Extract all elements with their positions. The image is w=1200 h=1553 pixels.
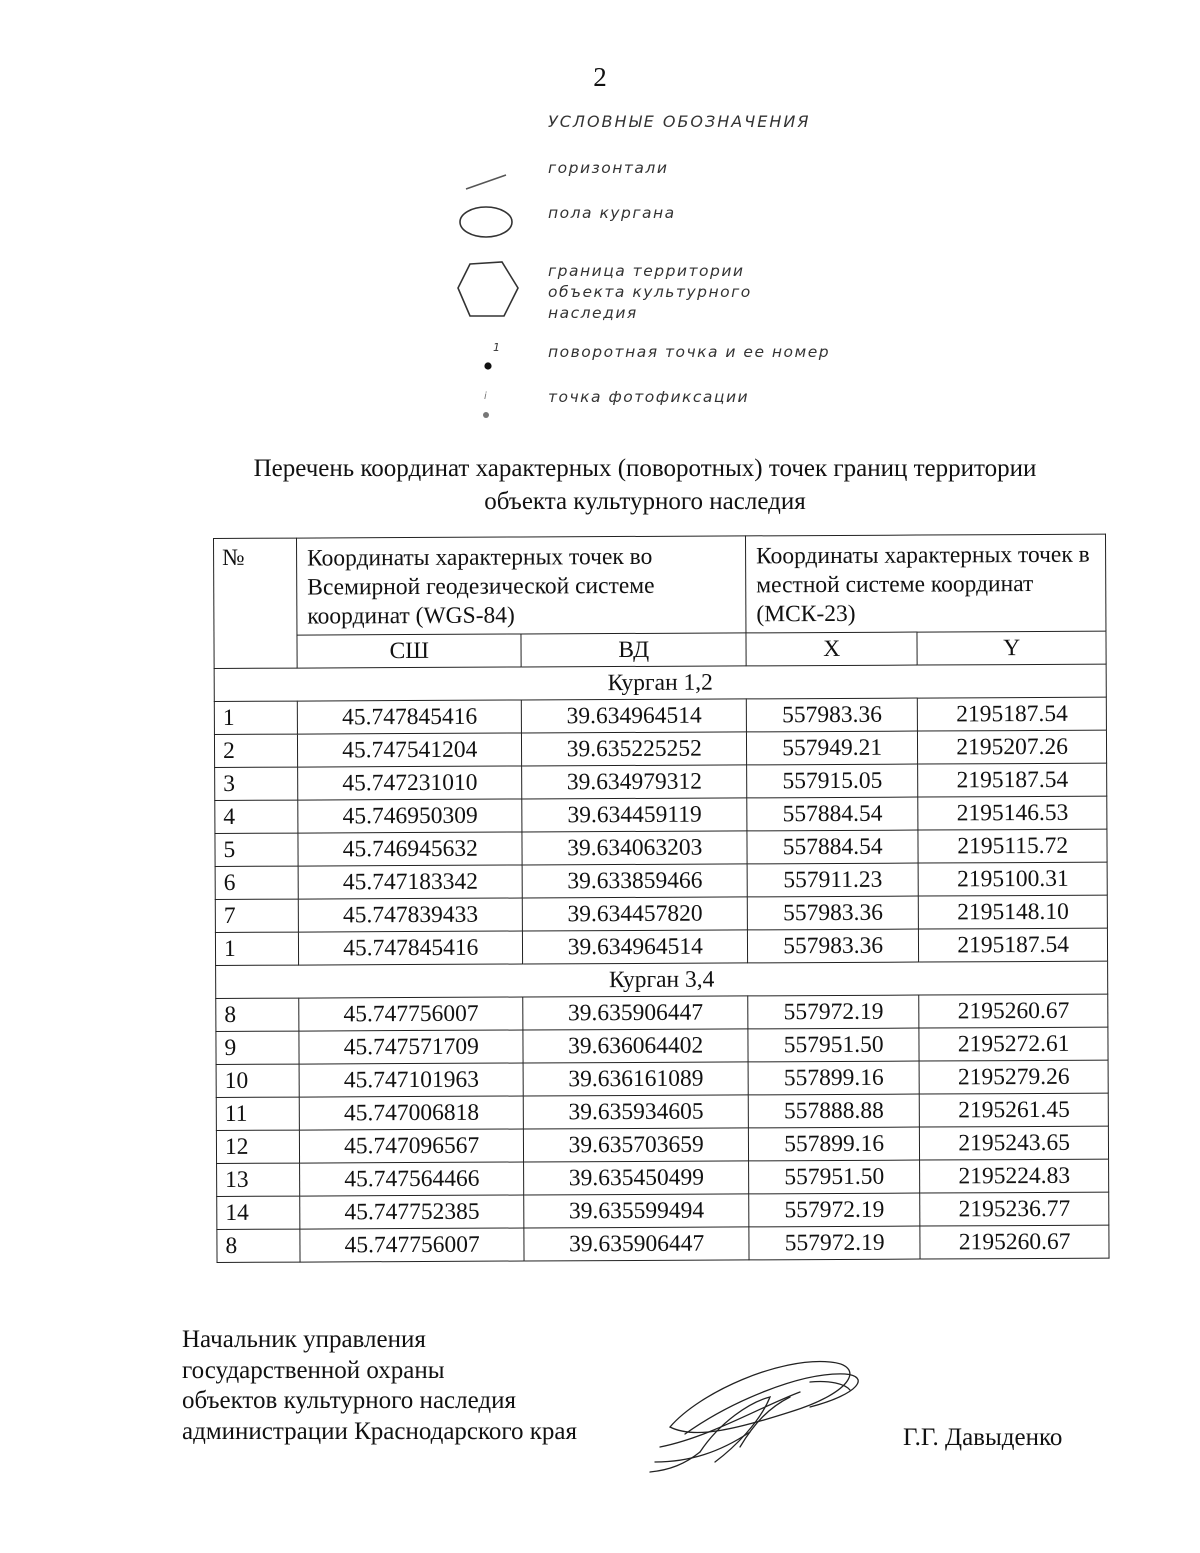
page-number: 2 (593, 62, 607, 92)
table-row (215, 895, 1107, 932)
table-row (217, 1159, 1109, 1196)
cell-y: 2195243.65 (920, 1126, 1109, 1160)
cell-x: 557915.05 (747, 764, 919, 798)
legend-label-boundary-line: объекта культурного (548, 283, 752, 301)
legend-item-photo-point (456, 370, 876, 410)
cell-x: 557884.54 (747, 830, 919, 864)
cell-y: 2195260.67 (920, 1225, 1109, 1259)
legend-label-boundary-line: граница территории (548, 262, 745, 280)
cell-longitude: 39.635906447 (524, 1227, 749, 1261)
section-row (216, 961, 1108, 998)
cell-y: 2195146.53 (918, 796, 1107, 830)
turning-point-marker-number: 1 (493, 341, 500, 354)
cell-x: 557983.36 (747, 896, 919, 930)
cell-point-number: 11 (216, 1097, 299, 1130)
legend-label-contour: горизонтали (548, 159, 669, 177)
cell-x: 557884.54 (747, 797, 919, 831)
cell-x: 557951.50 (749, 1160, 921, 1194)
cell-point-number: 4 (215, 800, 298, 833)
table-row (217, 1225, 1109, 1262)
legend-label-turning-point: поворотная точка и ее номер (548, 343, 831, 361)
table-row (217, 1192, 1109, 1229)
table-row (216, 994, 1108, 1031)
cell-point-number: 9 (216, 1031, 299, 1064)
cell-x: 557972.19 (749, 1193, 921, 1227)
cell-latitude: 45.747839433 (298, 898, 523, 932)
cell-latitude: 45.747231010 (298, 766, 523, 800)
cell-y: 2195272.61 (919, 1027, 1108, 1061)
cell-latitude: 45.747541204 (297, 733, 522, 767)
header-x: X (746, 632, 918, 666)
cell-longitude: 39.635906447 (523, 996, 748, 1030)
header-wgs84: Координаты характерных точек во Всемирной геодезической системе координат (WGS-84) (297, 536, 746, 635)
cell-latitude: 45.747756007 (299, 997, 524, 1031)
cell-latitude: 45.747101963 (299, 1063, 524, 1097)
cell-point-number: 5 (215, 833, 298, 866)
legend-item-contour (456, 150, 876, 190)
cell-longitude: 39.634964514 (522, 699, 747, 733)
cell-longitude: 39.635225252 (522, 732, 747, 766)
legend-label-boundary (548, 261, 752, 324)
signatory-position-line: администрации Краснодарского края (182, 1417, 578, 1445)
table-row (215, 928, 1107, 965)
table-title (200, 452, 1090, 518)
cell-y: 2195224.83 (920, 1159, 1109, 1193)
cell-longitude: 39.635599494 (524, 1194, 749, 1228)
cell-y: 2195279.26 (919, 1060, 1108, 1094)
table-row (216, 1060, 1108, 1097)
cell-x: 557972.19 (749, 1226, 921, 1260)
legend-label-boundary-line: наследия (548, 304, 638, 322)
cell-longitude: 39.635934605 (524, 1095, 749, 1129)
legend-title: УСЛОВНЫЕ ОБОЗНАЧЕНИЯ (548, 112, 811, 131)
cell-latitude: 45.747564466 (300, 1162, 525, 1196)
cell-longitude: 39.634979312 (522, 765, 747, 799)
section-title: Курган 3,4 (216, 961, 1108, 998)
cell-latitude: 45.746950309 (298, 799, 523, 833)
cell-latitude: 45.747096567 (299, 1129, 524, 1163)
photo-point-marker-number: i (484, 391, 487, 402)
cell-latitude: 45.747006818 (299, 1096, 524, 1130)
signatory-position-line: объектов культурного наследия (182, 1387, 516, 1414)
cell-y: 2195260.67 (919, 994, 1108, 1028)
cell-longitude: 39.633859466 (523, 864, 748, 898)
cell-point-number: 10 (216, 1064, 299, 1097)
signature (640, 1352, 880, 1482)
cell-x: 557983.36 (747, 929, 919, 963)
cell-x: 557899.16 (748, 1061, 920, 1095)
header-y: Y (917, 631, 1106, 665)
section-title: Курган 1,2 (214, 664, 1106, 701)
legend-label-photo-point: точка фотофиксации (548, 388, 750, 406)
signatory-position-line: государственной охраны (182, 1356, 445, 1384)
ellipse-icon (456, 188, 522, 258)
table-row (214, 697, 1106, 734)
cell-point-number: 8 (216, 998, 299, 1031)
legend-item-ellipse (456, 188, 876, 228)
cell-point-number: 7 (215, 899, 298, 932)
cell-latitude: 45.747845416 (297, 700, 522, 734)
table-title-line: объекта культурного наследия (484, 488, 806, 515)
cell-x: 557899.16 (748, 1127, 920, 1161)
cell-longitude: 39.636161089 (524, 1062, 749, 1096)
cell-x: 557972.19 (748, 995, 920, 1029)
cell-longitude: 39.635703659 (524, 1128, 749, 1162)
cell-latitude: 45.747183342 (298, 865, 523, 899)
signer-name: Г.Г. Давыденко (903, 1424, 1063, 1451)
cell-point-number: 1 (215, 932, 298, 965)
cell-longitude: 39.635450499 (524, 1161, 749, 1195)
table-row (216, 1093, 1108, 1130)
photo-point-icon (456, 370, 522, 440)
cell-point-number: 6 (215, 866, 298, 899)
cell-latitude: 45.747756007 (300, 1228, 525, 1262)
cell-longitude: 39.634964514 (523, 930, 748, 964)
legend-label-ellipse: пола кургана (548, 204, 676, 222)
signatory-position (182, 1325, 577, 1447)
cell-y: 2195187.54 (918, 763, 1107, 797)
cell-longitude: 39.634457820 (523, 897, 748, 931)
header-msk23: Координаты характерных точек в местной системе координат (МСК-23) (745, 534, 1106, 633)
table-row (215, 829, 1107, 866)
cell-x: 557911.23 (747, 863, 919, 897)
cell-point-number: 14 (217, 1196, 300, 1229)
cell-point-number: 1 (214, 701, 297, 734)
cell-longitude: 39.634459119 (522, 798, 747, 832)
table-row (215, 862, 1107, 899)
section-row (214, 664, 1106, 701)
cell-y: 2195187.54 (919, 928, 1108, 962)
legend-item-turning-point (456, 322, 876, 362)
cell-y: 2195100.31 (918, 862, 1107, 896)
table-row (216, 1126, 1108, 1163)
table-title-line: Перечень координат характерных (поворотных) точек границ территории (253, 455, 1037, 482)
cell-latitude: 45.747845416 (298, 931, 523, 965)
table-row (214, 730, 1106, 767)
cell-x: 557983.36 (746, 698, 918, 732)
cell-y: 2195187.54 (918, 697, 1107, 731)
cell-latitude: 45.747752385 (300, 1195, 525, 1229)
cell-x: 557888.88 (748, 1094, 920, 1128)
cell-y: 2195148.10 (919, 895, 1108, 929)
header-number: № (214, 538, 298, 668)
cell-point-number: 3 (215, 767, 298, 800)
table-body (214, 664, 1109, 1262)
cell-x: 557949.21 (746, 731, 918, 765)
cell-longitude: 39.634063203 (522, 831, 747, 865)
cell-point-number: 2 (214, 734, 297, 767)
cell-y: 2195115.72 (918, 829, 1107, 863)
signatory-position-line: Начальник управления (182, 1326, 426, 1353)
header-latitude: СШ (297, 634, 522, 668)
legend-item-boundary (456, 258, 876, 322)
cell-point-number: 12 (216, 1130, 299, 1163)
coordinates-table (213, 534, 1110, 1263)
cell-y: 2195236.77 (920, 1192, 1109, 1226)
table-row (215, 796, 1107, 833)
hexagon-icon (456, 258, 522, 328)
cell-longitude: 39.636064402 (523, 1029, 748, 1063)
cell-latitude: 45.746945632 (298, 832, 523, 866)
table-row (215, 763, 1107, 800)
cell-y: 2195261.45 (920, 1093, 1109, 1127)
cell-y: 2195207.26 (918, 730, 1107, 764)
cell-x: 557951.50 (748, 1028, 920, 1062)
table-row (216, 1027, 1108, 1064)
cell-point-number: 13 (217, 1163, 300, 1196)
cell-point-number: 8 (217, 1229, 300, 1262)
header-longitude: ВД (521, 633, 746, 667)
cell-latitude: 45.747571709 (299, 1030, 524, 1064)
